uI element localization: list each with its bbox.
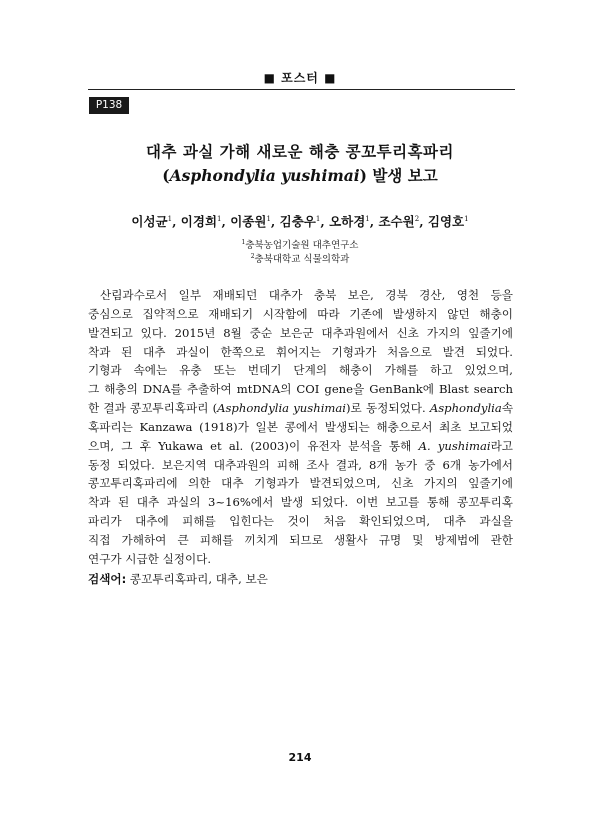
author-5 xyxy=(329,214,370,229)
affiliation-2-text: 충북대학교 식물의학과 xyxy=(254,254,350,265)
abstract-italic-term: A. yushimai xyxy=(418,438,491,453)
author-affiliation-marker: 1 xyxy=(365,214,370,223)
abstract-line xyxy=(88,399,513,418)
abstract-text: 산림과수로서 일부 재배되던 대추가 충북 보은, 경북 경산, 영천 등을 xyxy=(100,288,513,302)
abstract-text: 기형과 속에는 유충 또는 번데기 단계의 해충이 가해를 하고 있었으며, xyxy=(88,363,513,378)
title-species-name: Asphondylia yushimai xyxy=(169,166,360,185)
abstract-text: 그 해충의 DNA를 추출하여 mtDNA의 COI gene을 GenBank에 Blast search xyxy=(88,382,513,397)
author-affiliation-marker: 1 xyxy=(167,214,173,223)
abstract-text: 발견되고 있다. 2015년 8월 중순 보은군 대추과원에서 신초 가지의 잎줄기에 xyxy=(88,325,513,340)
author-2 xyxy=(181,214,222,229)
author-name: 이경희 xyxy=(180,214,218,229)
abstract-line xyxy=(88,324,513,343)
abstract-text: 착과 된 대추 과실이 한쪽으로 휘어지는 기형과가 처음으로 발견 되었다. xyxy=(88,344,513,359)
author-name: 오하경 xyxy=(329,214,366,229)
author-affiliation-marker: 2 xyxy=(414,214,420,223)
author-separator: , xyxy=(369,214,379,229)
abstract-line xyxy=(88,493,513,512)
affiliation-1 xyxy=(0,237,600,251)
author-name: 조수원 xyxy=(378,214,415,229)
abstract-line xyxy=(88,380,513,399)
affiliation-1-text: 충북농업기술원 대추연구소 xyxy=(245,240,359,251)
page-number: 214 xyxy=(288,751,312,764)
abstract-text: 동정 되었다. 보은지역 대추과원의 피해 조사 결과, 8개 농가 중 6개 농가에서 xyxy=(88,457,513,472)
abstract-line xyxy=(88,343,513,362)
author-6 xyxy=(378,214,419,229)
keywords-text: 콩꼬투리혹파리, 대추, 보은 xyxy=(126,572,268,586)
author-affiliation-marker: 1 xyxy=(266,214,271,223)
abstract-line xyxy=(88,550,513,569)
title-suffix: ) 발생 보고 xyxy=(359,166,438,185)
poster-code-badge: P138 xyxy=(89,97,129,114)
abstract-line xyxy=(88,437,513,456)
affiliation-2 xyxy=(0,251,600,265)
section-header-label: ■ 포스터 ■ xyxy=(263,71,337,85)
author-3 xyxy=(230,214,271,229)
abstract-line xyxy=(88,512,513,531)
abstract-text: 속 xyxy=(501,401,514,416)
abstract-text: 착과 된 대추 과실의 3~16%에서 발생 되었다. 이번 보고를 통해 콩꼬투리혹 xyxy=(88,495,513,510)
author-separator: , xyxy=(221,214,231,229)
author-name: 김영호 xyxy=(427,214,465,229)
author-name: 이종원 xyxy=(230,214,267,229)
author-7 xyxy=(428,214,469,229)
abstract-line xyxy=(88,286,513,305)
author-4 xyxy=(280,214,321,229)
abstract-line xyxy=(88,418,513,437)
abstract-italic-term: Asphondylia xyxy=(429,401,502,416)
abstract-body xyxy=(88,286,513,569)
abstract-text: 혹파리는 Kanzawa (1918)가 일본 콩에서 발생되는 해충으로서 최초 보고되었 xyxy=(88,419,513,434)
affiliation-1-marker: 1 xyxy=(241,238,246,246)
keywords-line xyxy=(88,571,268,587)
abstract-text: 연구가 시급한 실정이다. xyxy=(88,551,212,566)
author-separator: , xyxy=(172,214,181,229)
abstract-line xyxy=(88,305,513,324)
abstract-text: 콩꼬투리혹파리에 의한 대추 기형과가 발견되었으며, 신초 가지의 잎줄기에 xyxy=(88,476,513,491)
author-name: 김충우 xyxy=(279,214,316,229)
keywords-label: 검색어: xyxy=(88,572,127,586)
abstract-text: 중심으로 집약적으로 재배되기 시작함에 따라 기존에 발생하지 않던 해충이 xyxy=(88,306,513,321)
author-affiliation-marker: 1 xyxy=(217,214,222,223)
author-affiliation-marker: 1 xyxy=(315,214,321,223)
author-list xyxy=(0,212,600,230)
affiliation-2-marker: 2 xyxy=(250,252,255,260)
abstract-text: 한 결과 콩꼬투리혹파리 ( xyxy=(88,401,218,416)
author-affiliation-marker: 1 xyxy=(464,214,469,223)
header-rule xyxy=(88,89,515,90)
abstract-text: 직접 가해하여 큰 피해를 끼치게 되므로 생활사 규명 및 방제법에 관한 xyxy=(88,532,513,547)
abstract-line xyxy=(88,474,513,493)
author-separator: , xyxy=(419,214,428,229)
abstract-italic-term: Asphondylia yushimai xyxy=(217,401,347,416)
abstract-line xyxy=(88,531,513,550)
paper-title-line-2 xyxy=(0,164,600,186)
abstract-text: 으며, 그 후 Yukawa et al. (2003)이 유전자 분석을 통해 xyxy=(88,438,419,453)
author-separator: , xyxy=(320,214,330,229)
abstract-text: 파리가 대추에 피해를 입힌다는 것이 처음 확인되었으며, 대추 과실을 xyxy=(88,514,513,529)
paper-title-line-1: 대추 과실 가해 새로운 해충 콩꼬투리혹파리 xyxy=(146,142,454,161)
abstract-line xyxy=(88,456,513,475)
author-1 xyxy=(131,214,172,229)
author-separator: , xyxy=(270,214,280,229)
abstract-line xyxy=(88,361,513,380)
abstract-text: )로 동정되었다. xyxy=(346,401,430,416)
abstract-text: 라고 xyxy=(490,438,513,453)
author-name: 이성균 xyxy=(131,214,168,229)
title-paren-open: ( xyxy=(162,166,170,185)
